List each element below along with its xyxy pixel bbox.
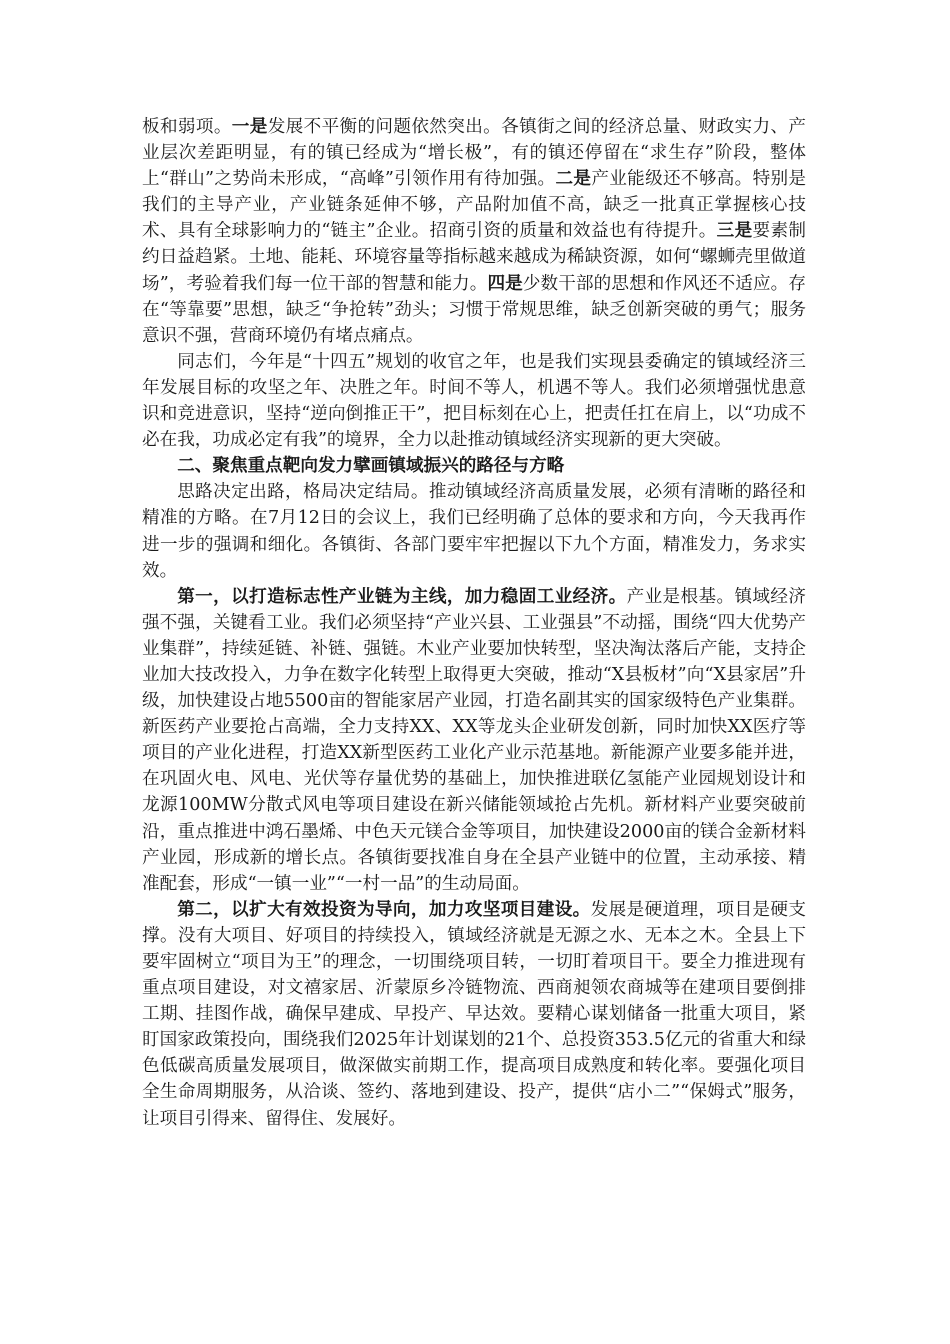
paragraph-first-point: [142, 584, 806, 897]
paragraph-second-point: [142, 897, 806, 1132]
section-heading: 二、聚焦重点靶向发力擘画镇域振兴的路径与方略: [177, 455, 565, 477]
emphasis-second: 二是: [555, 168, 592, 190]
point-body-first: 产业是根基。镇域经济强不强，关键看工业。我们必须坚持“产业兴县、工业强县”不动摇，围绕“四大优势产业集群”，持续延链、补链、强链。木业产业要加快转型，坚决淘汰落后产能，支持企业加大技改投入，力争在数字化转型上取得更大突破，推动“X县板材”向“X县家居”升级，加快建设占地5500亩的智能家居产业园，打造名副其实的国家级特色产业集群。新医药产业要抢占高端，全力支持XX、XX等龙头企业研发创新，同时加快XX医疗等项目的产业化进程，打造XX新型医药工业化产业示范基地。新能源产业要多能并进，在巩固火电、风电、光伏等存量优势的基础上，加快推进联亿氢能产业园规划设计和龙源100MW分散式风电等项目建设在新兴储能领域抢占先机。新材料产业要突破前沿，重点推进中鸿石墨烯、中色天元镁合金等项目，加快建设2000亩的镁合金新材料产业园，形成新的增长点。各镇街要找准自身在全县产业链中的位置，主动承接、精准配套，形成“一镇一业”“一村一品”的生动局面。: [142, 586, 806, 894]
emphasis-third: 三是: [716, 220, 753, 242]
emphasis-fourth: 四是: [487, 272, 523, 294]
document-page: [142, 114, 806, 1132]
point-heading-second: 第二，以扩大有效投资为导向，加力攻坚项目建设。: [177, 898, 591, 920]
text-run: 发展不平衡的问题依然突出。各镇街之间的经济总量、财政实力、产业层次差距明显，有的镇已经成为“增长极”，有的镇还停留在“求生存”阶段，整体上“群山”之势尚未形成，“高峰”引领作用有待加强。: [142, 117, 806, 190]
text-run: 产业能级还不够高。特别是我们的主导产业，产业链条延伸不够，产品附加值不高，缺乏一批真正掌握核心技术、具有全球影响力的“链主”企业。招商引资的质量和效益也有待提升。: [142, 169, 806, 242]
emphasis-first: 一是: [231, 116, 268, 137]
text-run: 要素制约日益趋紧。土地、能耗、环境容量等指标越来越成为稀缺资源，如何“螺蛳壳里做道场”，考验着我们每一位干部的智慧和能力。: [142, 221, 806, 294]
paragraph-approach: 思路决定出路，格局决定结局。推动镇域经济高质量发展，必须有清晰的路径和精准的方略。在7月12日的会议上，我们已经明确了总体的要求和方向，今天我再作进一步的强调和细化。各镇街、各部门要牢牢把握以下九个方面，精准发力，务求实效。: [142, 482, 806, 581]
point-body-second: 发展是硬道理，项目是硬支撑。没有大项目、好项目的持续投入，镇域经济就是无源之水、无本之木。全县上下要牢固树立“项目为王”的理念，一切围绕项目转，一切盯着项目干。要全力推进现有重点项目建设，对文禧家居、沂蒙原乡冷链物流、西商昶领农商城等在建项目要倒排工期、挂图作战，确保早建成、早投产、早达效。要精心谋划储备一批重大项目，紧盯国家政策投向，围绕我们2025年计划谋划的21个、总投资353.5亿元的省重大和绿色低碳高质量发展项目，做深做实前期工作，提高项目成熟度和转化率。要强化项目全生命周期服务，从洽谈、签约、落地到建设、投产，提供“店小二”“保姆式”服务，让项目引得来、留得住、发展好。: [142, 899, 806, 1129]
paragraph-weaknesses: [142, 114, 806, 349]
text-run: 少数干部的思想和作风还不适应。存在“等靠要”思想，缺乏“争抢转”劲头；习惯于常规思维，缺乏创新突破的勇气；服务意识不强，营商环境仍有堵点痛点。: [142, 273, 806, 346]
text-run: 板和弱项。: [142, 117, 232, 137]
point-heading-first: 第一，以打造标志性产业链为主线，加力稳固工业经济。: [177, 585, 627, 607]
paragraph-comrades: 同志们，今年是“十四五”规划的收官之年，也是我们实现县委确定的镇域经济三年发展目标的攻坚之年、决胜之年。时间不等人，机遇不等人。我们必须增强忧患意识和竞进意识，坚持“逆向倒推正干”，把目标刻在心上，把责任扛在肩上，以“功成不必在我，功成必定有我”的境界，全力以赴推动镇域经济实现新的更大突破。: [142, 351, 806, 451]
